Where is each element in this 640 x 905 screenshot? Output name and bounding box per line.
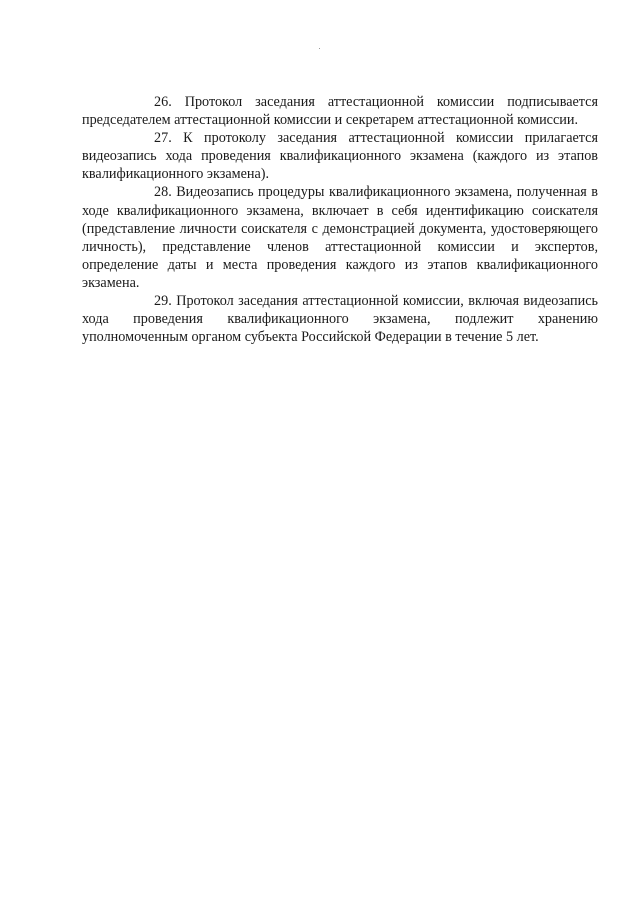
paragraph-text: Протокол заседания аттестационной комиссии подписывается председателем аттестационной комиссии и секретарем аттестационной комиссии.: [82, 94, 599, 129]
paragraph-29: [82, 292, 598, 346]
paragraph-text: Протокол заседания аттестационной комиссии, включая видеозапись хода проведения квалификационного экзамена, подлежит хранению уполномоченным органом субъекта Российской Федерации в течение 5 лет.: [82, 293, 598, 346]
paragraph-26: [82, 93, 598, 129]
paragraph-27: [82, 129, 598, 183]
paragraph-text: Видеозапись процедуры квалификационного экзамена, полученная в ходе квалификационного экзамена, включает в себя идентификацию соискателя (представление личности соискателя с демонстрацией документа, удостоверяющего личность), представление членов аттестационной комиссии и экспертов, определение даты и места проведения каждого из этапов квалификационного экзамена.: [82, 184, 598, 291]
document-body: [82, 93, 598, 346]
paragraph-number: 29.: [154, 293, 172, 310]
scan-speck: [319, 48, 320, 49]
paragraph-text: К протоколу заседания аттестационной комиссии прилагается видеозапись хода проведения квалификационного экзамена (каждого из этапов квалификационного экзамена).: [82, 130, 598, 183]
paragraph-number: 26.: [154, 94, 172, 110]
paragraph-28: [82, 183, 598, 292]
paragraph-number: 27.: [154, 130, 172, 147]
paragraph-number: 28.: [154, 184, 172, 201]
